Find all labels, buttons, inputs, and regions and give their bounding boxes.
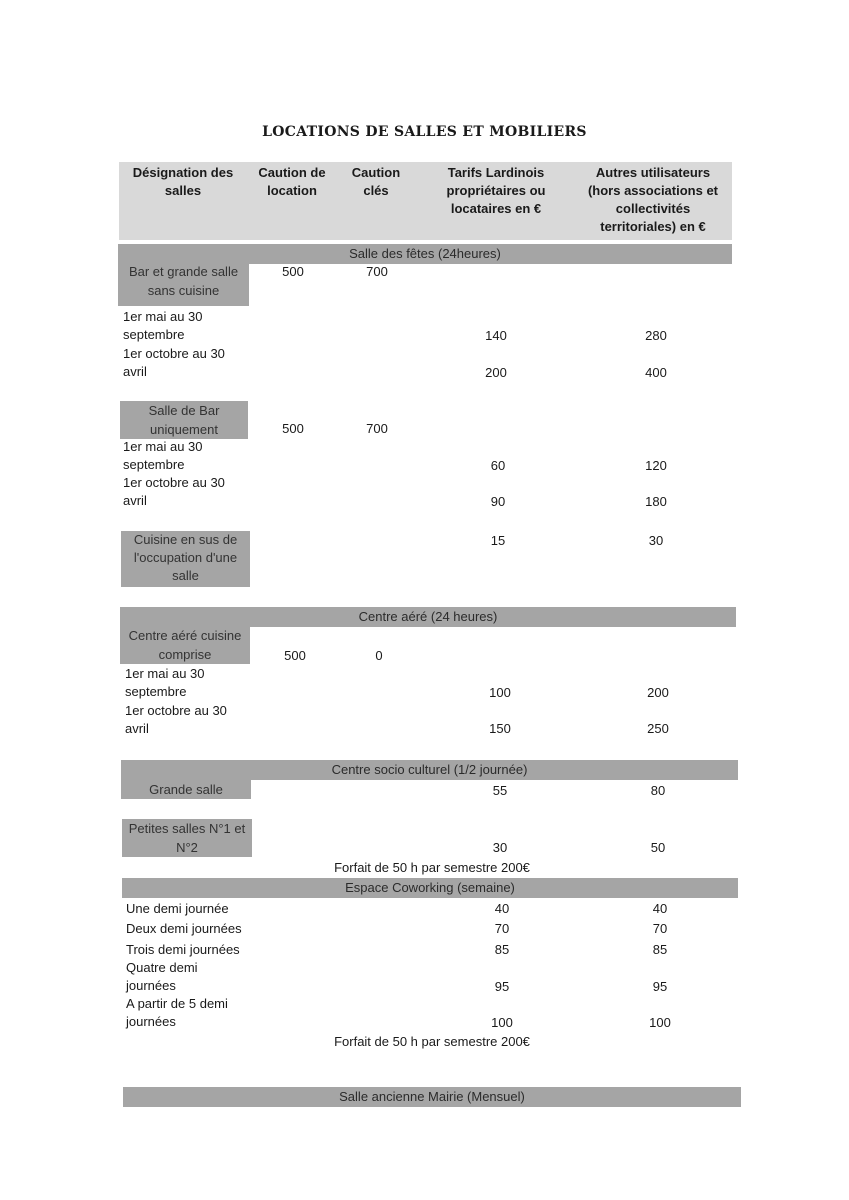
cell-tarif-lardinois: 55	[492, 783, 508, 798]
label-salle-bar: Salle de Bar uniquement	[120, 401, 248, 439]
cell-tarif-lardinois: 40	[494, 901, 510, 916]
cell-caution-location: 500	[282, 421, 304, 436]
section-band-socio: Centre socio culturel (1/2 journée)	[121, 760, 738, 780]
cell-caution-location: 500	[282, 264, 304, 279]
cell-tarif-autres: 120	[645, 458, 667, 473]
cell-tarif-autres: 400	[645, 365, 667, 380]
cell-tarif-autres: 100	[649, 1015, 671, 1030]
cell-tarif-lardinois: 200	[485, 365, 507, 380]
cell-tarif-lardinois: 140	[485, 328, 507, 343]
label-bar-grande-salle: Bar et grande salle sans cuisine	[118, 262, 249, 306]
label-petites-salles: Petites salles N°1 et N°2	[122, 819, 252, 857]
cell-caution-location: 500	[284, 648, 306, 663]
label-grande-salle: Grande salle	[121, 780, 251, 799]
header-autres-utilisateurs: Autres utilisateurs (hors associations et collectivités territoriales) en €	[587, 165, 719, 234]
coworking-label: Une demi journée	[126, 901, 229, 916]
section-band-centre-aere: Centre aéré (24 heures)	[120, 607, 736, 627]
period-summer: 1er mai au 30 septembre	[125, 666, 205, 699]
cell-tarif-autres: 180	[645, 494, 667, 509]
header-caution-cles: Caution clés	[351, 165, 401, 198]
coworking-label: Deux demi journées	[126, 921, 242, 936]
cell-tarif-lardinois: 70	[494, 921, 510, 936]
period-winter: 1er octobre au 30 avril	[123, 475, 225, 508]
label-cuisine: Cuisine en sus de l'occupation d'une salle	[121, 531, 250, 587]
cell-tarif-lardinois: 100	[489, 685, 511, 700]
forfait-note: Forfait de 50 h par semestre 200€	[334, 860, 530, 875]
cell-tarif-autres: 70	[652, 921, 668, 936]
page-title: LOCATIONS DE SALLES ET MOBILIERS	[262, 124, 587, 140]
cell-tarif-autres: 95	[652, 979, 668, 994]
cell-tarif-autres: 200	[647, 685, 669, 700]
cell-tarif-autres: 50	[650, 840, 666, 855]
cell-tarif-lardinois: 95	[494, 979, 510, 994]
period-winter: 1er octobre au 30 avril	[125, 703, 227, 736]
cell-tarif-lardinois: 30	[492, 840, 508, 855]
cell-tarif-autres: 30	[648, 533, 664, 548]
section-band-mairie: Salle ancienne Mairie (Mensuel)	[123, 1087, 741, 1107]
coworking-label: Quatre demi journées	[126, 960, 198, 993]
cell-tarif-autres: 280	[645, 328, 667, 343]
section-band-salle-fetes: Salle des fêtes (24heures)	[118, 244, 732, 264]
cell-tarif-lardinois: 100	[491, 1015, 513, 1030]
header-designation: Désignation des salles	[132, 165, 234, 198]
period-summer: 1er mai au 30 septembre	[123, 439, 203, 472]
label-centre-aere: Centre aéré cuisine comprise	[120, 626, 250, 664]
cell-caution-cles: 700	[366, 421, 388, 436]
cell-tarif-lardinois: 60	[490, 458, 506, 473]
cell-tarif-lardinois: 90	[490, 494, 506, 509]
coworking-label: Trois demi journées	[126, 942, 240, 957]
cell-tarif-autres: 250	[647, 721, 669, 736]
period-winter: 1er octobre au 30 avril	[123, 346, 225, 379]
cell-tarif-autres: 80	[650, 783, 666, 798]
period-summer: 1er mai au 30 septembre	[123, 309, 203, 342]
header-tarifs-lardinois: Tarifs Lardinois propriétaires ou locataires en €	[446, 165, 546, 216]
cell-tarif-lardinois: 15	[490, 533, 506, 548]
section-band-coworking: Espace Coworking (semaine)	[122, 878, 738, 898]
cell-tarif-lardinois: 150	[489, 721, 511, 736]
forfait-note: Forfait de 50 h par semestre 200€	[334, 1034, 530, 1049]
coworking-label: A partir de 5 demi journées	[126, 996, 228, 1029]
cell-tarif-autres: 85	[652, 942, 668, 957]
header-caution-location: Caution de location	[258, 165, 326, 198]
cell-tarif-lardinois: 85	[494, 942, 510, 957]
cell-caution-cles: 0	[375, 648, 383, 663]
cell-caution-cles: 700	[366, 264, 388, 279]
cell-tarif-autres: 40	[652, 901, 668, 916]
